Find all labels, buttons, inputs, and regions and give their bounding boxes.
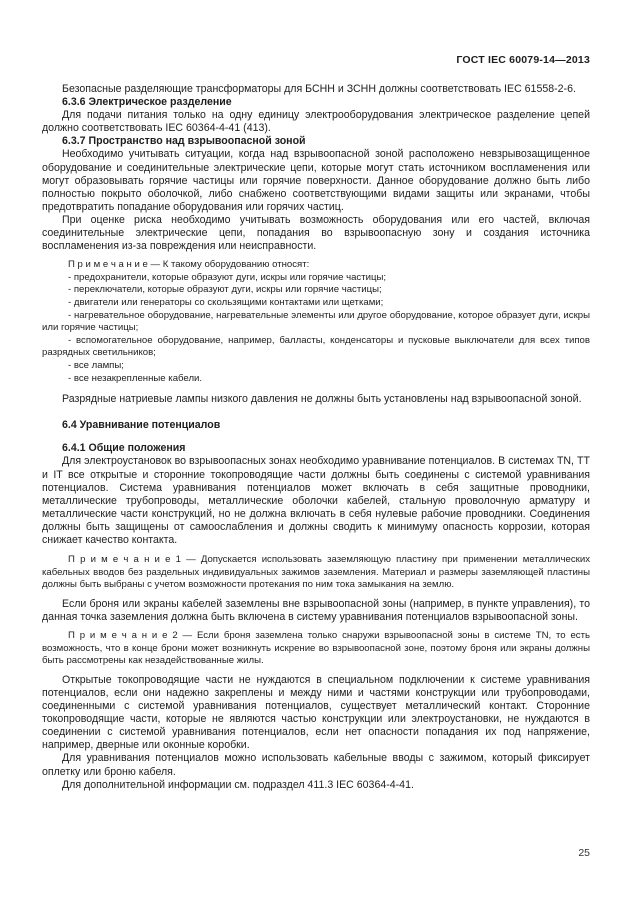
document-content <box>42 83 590 792</box>
note-list-item-cables: - все незакрепленные кабели. <box>68 372 203 384</box>
paragraph-equipotential-bonding: Для электроустановок во взрывоопасных зонах необходимо уравнивание потенциалов. В системах TN, ТТ и IT все открытые и сторонние токопроводящие части должны быть соединены с системой уравнивания потенциалов. Система уравнивания потенциалов может включать в себя защитные проводники, металлические трубопроводы, металлические оболочки кабелей, стальную проволочную арматуру и металлические части конструкций, но не должна включать в себя нулевые рабочие проводники. Соединения должны быть защищены от самоослабления и должны сводить к минимуму опасность коррозии, которая снижает качество контакта. <box>42 455 590 546</box>
paragraph-armour-earthing: Если броня или экраны кабелей заземлены вне взрывоопасной зоны (например, в пункте управления), то данная точка заземления должна быть включена в систему уравнивания потенциалов взрывоопасной зоны. <box>42 597 590 623</box>
paragraph-cable-glands: Для уравнивания потенциалов можно использовать кабельные вводы с зажимом, который фиксирует оплетку или броню кабеля. <box>42 752 590 778</box>
paragraph-sodium-lamps: Разрядные натриевые лампы низкого давления не должны быть установлены над взрывоопасной зоной. <box>62 393 582 406</box>
paragraph-risk-assessment: При оценке риска необходимо учитывать возможность оборудования или его частей, включая соединительные электрические цепи, попадания во взрывоопасную зону и создания источника воспламенения из-за повреждения или неисправности. <box>42 213 590 253</box>
note-list-item-lamps: - все лампы; <box>68 359 124 371</box>
note-list-item-auxiliary: - вспомогательное оборудование, например, балласты, конденсаторы и пусковые выключатели для всех типов разрядных светильников; <box>42 334 590 359</box>
note-2-armour-tn-system: П р и м е ч а н и е 2 — Если броня заземлена только снаружи взрывоопасной зоны в системе TN, то есть возможность, что в конце брони может возникнуть искрение во взрывоопасной зоне, поэтому броня или экраны должны быть рассмотрены как незадействованные жилы. <box>42 630 590 667</box>
note-list-item-motors: - двигатели или генераторы со скользящими контактами или щетками; <box>68 297 384 308</box>
note-list-item-fuses: - предохранители, которые образуют дуги, искры или горячие частицы; <box>68 271 387 283</box>
section-heading-6-4-1: 6.4.1 Общие положения <box>62 442 186 455</box>
page-number: 25 <box>578 847 590 859</box>
paragraph-electrical-separation: Для подачи питания только на одну единицу электрооборудования электрическое разделение цепей должно соответствовать IEC 60364-4-41 (413). <box>42 109 590 135</box>
section-heading-6-3-7: 6.3.7 Пространство над взрывоопасной зоной <box>62 135 306 148</box>
paragraph-additional-info: Для дополнительной информации см. подраздел 411.3 IEC 60364-4-41. <box>62 778 414 791</box>
paragraph-safety-transformers: Безопасные разделяющие трансформаторы для БСНН и ЗСНН должны соответствовать IEC 61558-2-6. <box>62 83 576 95</box>
note-1-earthing-plate: П р и м е ч а н и е 1 — Допускается использовать заземляющую пластину при применении металлических кабельных вводов без раздельных индивидуальных зажимов заземления. Материал и размеры заземляющей пластины должны быть выбраны с учетом возможности протекания по ним тока замыкания на землю. <box>42 554 590 591</box>
paragraph-space-above-zone: Необходимо учитывать ситуации, когда над взрывоопасной зоной расположено невзрывозащищенное оборудование и соединительные электрические цепи, которые могут стать источником воспламенения или могут образовывать горячие частицы или горячие поверхности. Данное оборудование должно быть либо полностью покрыто оболочкой, либо снабжено соответствующими видами защиты или экранами, чтобы предотвратить попадание оборудования или горячих частиц. <box>42 148 590 213</box>
note-list-item-heating: - нагревательное оборудование, нагревательные элементы или другое оборудование, которое образует дуги, искры или горячие частицы; <box>42 309 590 334</box>
page-header <box>42 54 590 66</box>
page-footer <box>42 847 590 859</box>
section-heading-6-3-6: 6.3.6 Электрическое разделение <box>62 96 232 109</box>
note-list-item-switches: - переключатели, которые образуют дуги, искры или горячие частицы; <box>68 284 382 296</box>
note-equipment-types-lead: П р и м е ч а н и е — К такому оборудованию относят: <box>68 259 310 271</box>
section-heading-6-4: 6.4 Уравнивание потенциалов <box>62 419 221 432</box>
document-code: ГОСТ IEC 60079-14—2013 <box>456 54 590 66</box>
paragraph-exposed-parts: Открытые токопроводящие части не нуждаются в специальном подключении к системе уравнивания потенциалов, если они надежно закреплены и между ними и частями конструкции или трубопроводами, соединенными с системой уравнивания потенциалов, существует металлический контакт. Сторонние токопроводящие части, которые не являются частью конструкции или электроустановки, не нуждаются в соединении с системой уравнивания потенциалов, если нет опасности попадания их под напряжение, например, дверные или оконные коробки. <box>42 673 590 752</box>
